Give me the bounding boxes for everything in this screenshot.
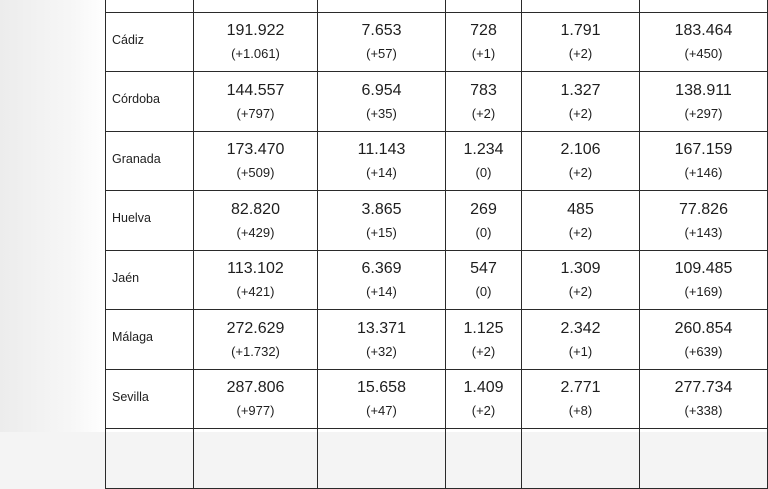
cell-delta: (+297) bbox=[684, 105, 723, 121]
cell-value: 82.820 bbox=[231, 200, 280, 218]
data-cell bbox=[318, 13, 446, 73]
table-row bbox=[106, 0, 768, 13]
cell-delta: (+639) bbox=[684, 343, 723, 359]
data-cell bbox=[446, 72, 522, 132]
data-cell bbox=[194, 132, 318, 192]
data-cell bbox=[522, 429, 640, 489]
cell-delta: (+338) bbox=[684, 403, 723, 419]
province-name: Granada bbox=[112, 151, 161, 166]
province-name: Córdoba bbox=[112, 92, 160, 107]
cell-value: 7.653 bbox=[361, 22, 402, 40]
cell-delta: (0) bbox=[475, 284, 492, 300]
cell-value: 15.658 bbox=[357, 379, 406, 397]
data-cell bbox=[318, 132, 446, 192]
cell-value: 167.159 bbox=[674, 141, 733, 159]
data-cell bbox=[522, 370, 640, 430]
data-cell bbox=[194, 72, 318, 132]
cell-delta: (+2) bbox=[568, 224, 593, 240]
table-row bbox=[106, 310, 768, 370]
data-cell bbox=[640, 251, 768, 311]
province-cell bbox=[106, 251, 194, 311]
data-cell bbox=[522, 191, 640, 251]
cell-value: 485 bbox=[567, 200, 594, 218]
table-row bbox=[106, 132, 768, 192]
table-row bbox=[106, 370, 768, 430]
cell-value: 138.911 bbox=[675, 81, 732, 99]
cell-value: 547 bbox=[470, 260, 497, 278]
cell-value: 1.125 bbox=[463, 319, 504, 337]
data-cell bbox=[640, 191, 768, 251]
cell-delta: (+2) bbox=[471, 343, 496, 359]
province-cell bbox=[106, 13, 194, 73]
cell-value: 173.470 bbox=[226, 141, 285, 159]
cell-value: 13.371 bbox=[357, 319, 406, 337]
cell-value: 6.369 bbox=[361, 260, 402, 278]
table-row bbox=[106, 251, 768, 311]
province-cell bbox=[106, 310, 194, 370]
data-cell bbox=[318, 72, 446, 132]
cell-value: 269 bbox=[470, 200, 497, 218]
province-cell bbox=[106, 429, 194, 489]
data-cell bbox=[318, 370, 446, 430]
data-cell bbox=[194, 0, 318, 13]
cell-delta: (+57) bbox=[366, 46, 397, 62]
cell-value: 113.102 bbox=[227, 260, 284, 278]
cell-delta: (+32) bbox=[366, 343, 397, 359]
cell-value: 277.734 bbox=[674, 379, 733, 397]
page-margin bbox=[0, 0, 106, 432]
cell-value: 272.629 bbox=[226, 319, 285, 337]
data-cell bbox=[640, 132, 768, 192]
cell-delta: (+2) bbox=[568, 165, 593, 181]
cell-value: 1.791 bbox=[560, 22, 601, 40]
cell-delta: (+35) bbox=[366, 105, 397, 121]
table-row bbox=[106, 429, 768, 489]
data-cell bbox=[318, 251, 446, 311]
table-row bbox=[106, 13, 768, 73]
province-name: Málaga bbox=[112, 330, 153, 345]
cell-delta: (+2) bbox=[568, 105, 593, 121]
data-cell bbox=[318, 0, 446, 13]
cell-value: 2.342 bbox=[560, 319, 601, 337]
cell-delta: (+15) bbox=[366, 224, 397, 240]
cell-value: 1.309 bbox=[560, 260, 601, 278]
cell-delta: (+429) bbox=[236, 224, 275, 240]
cell-value: 77.826 bbox=[679, 200, 728, 218]
cell-delta: (+2) bbox=[471, 403, 496, 419]
cell-delta: (+421) bbox=[236, 284, 275, 300]
cell-value: 783 bbox=[470, 81, 497, 99]
cell-delta: (+143) bbox=[684, 224, 723, 240]
data-cell bbox=[522, 13, 640, 73]
data-cell bbox=[194, 370, 318, 430]
province-cell bbox=[106, 191, 194, 251]
cell-value: 1.327 bbox=[560, 81, 601, 99]
cell-delta: (+977) bbox=[236, 403, 275, 419]
cell-value: 1.409 bbox=[463, 379, 504, 397]
data-cell bbox=[522, 310, 640, 370]
cell-delta: (+2) bbox=[471, 105, 496, 121]
data-cell bbox=[194, 310, 318, 370]
cell-delta: (+146) bbox=[684, 165, 723, 181]
data-cell bbox=[446, 251, 522, 311]
cell-delta: (+1.061) bbox=[231, 46, 280, 62]
data-cell bbox=[446, 310, 522, 370]
data-cell bbox=[640, 370, 768, 430]
cell-value: 3.865 bbox=[361, 200, 402, 218]
data-cell bbox=[194, 429, 318, 489]
data-cell bbox=[522, 72, 640, 132]
cell-value: 11.143 bbox=[357, 141, 406, 159]
cell-value: 144.557 bbox=[226, 81, 285, 99]
data-cell bbox=[318, 191, 446, 251]
cell-delta: (+8) bbox=[568, 403, 593, 419]
cell-delta: (+797) bbox=[236, 105, 275, 121]
data-cell bbox=[522, 0, 640, 13]
cell-value: 2.771 bbox=[560, 379, 601, 397]
data-cell bbox=[318, 310, 446, 370]
province-data-table bbox=[105, 0, 768, 489]
province-cell bbox=[106, 370, 194, 430]
cell-delta: (+1.732) bbox=[231, 343, 280, 359]
data-cell bbox=[446, 429, 522, 489]
province-cell bbox=[106, 72, 194, 132]
data-cell bbox=[640, 13, 768, 73]
cell-delta: (+1) bbox=[568, 343, 593, 359]
data-cell bbox=[194, 191, 318, 251]
data-cell bbox=[522, 251, 640, 311]
cell-value: 287.806 bbox=[226, 379, 285, 397]
cell-value: 1.234 bbox=[463, 141, 504, 159]
table-row bbox=[106, 191, 768, 251]
cell-value: 109.485 bbox=[674, 260, 733, 278]
data-cell bbox=[446, 370, 522, 430]
cell-delta: (+47) bbox=[366, 403, 397, 419]
cell-delta: (+2) bbox=[568, 46, 593, 62]
table-row bbox=[106, 72, 768, 132]
province-name: Huelva bbox=[112, 211, 151, 226]
data-cell bbox=[640, 429, 768, 489]
data-cell bbox=[446, 132, 522, 192]
cell-value: 191.922 bbox=[226, 22, 285, 40]
data-cell bbox=[446, 0, 522, 13]
data-cell bbox=[446, 13, 522, 73]
cell-delta: (+14) bbox=[366, 284, 397, 300]
data-cell bbox=[640, 72, 768, 132]
cell-delta: (+169) bbox=[684, 284, 723, 300]
cell-value: 183.464 bbox=[674, 22, 733, 40]
data-cell bbox=[194, 251, 318, 311]
cell-value: 260.854 bbox=[674, 319, 733, 337]
cell-value: 6.954 bbox=[361, 81, 402, 99]
cell-delta: (0) bbox=[475, 224, 492, 240]
province-cell bbox=[106, 0, 194, 13]
cell-delta: (+1) bbox=[471, 46, 496, 62]
data-cell bbox=[522, 132, 640, 192]
data-cell bbox=[446, 191, 522, 251]
data-cell bbox=[318, 429, 446, 489]
province-cell bbox=[106, 132, 194, 192]
cell-value: 2.106 bbox=[560, 141, 601, 159]
province-name: Jaén bbox=[112, 270, 140, 285]
province-name: Sevilla bbox=[112, 389, 149, 404]
cell-delta: (+450) bbox=[684, 46, 723, 62]
data-cell bbox=[640, 310, 768, 370]
data-cell bbox=[194, 13, 318, 73]
cell-delta: (+14) bbox=[366, 165, 397, 181]
province-name: Cádiz bbox=[112, 32, 144, 47]
cell-delta: (+509) bbox=[236, 165, 275, 181]
cell-value: 728 bbox=[470, 22, 497, 40]
cell-delta: (+2) bbox=[568, 284, 593, 300]
data-cell bbox=[640, 0, 768, 13]
cell-delta: (0) bbox=[475, 165, 492, 181]
